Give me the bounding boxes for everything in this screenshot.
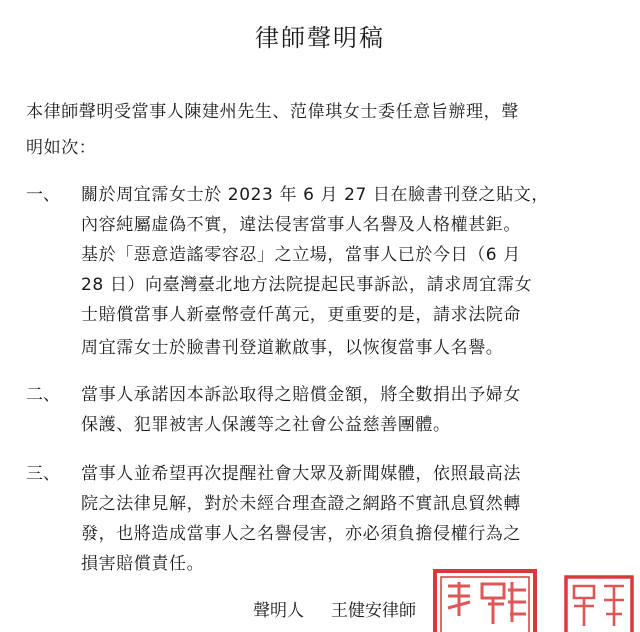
item-number: 二、: [26, 385, 60, 405]
square-seal-stamp: [432, 568, 538, 632]
item-line: 關於周宜霈女士於 2023 年 6 月 27 日在臉書刊登之貼文，: [81, 185, 549, 205]
document-title: 律師聲明稿: [255, 24, 385, 52]
item-line: 院之法律見解，對於未經合理查證之網路不實訊息貿然轉: [81, 494, 521, 514]
item-line: 28 日）向臺灣臺北地方法院提起民事訴訟，請求周宜霈女: [81, 275, 533, 295]
signer-label: 聲明人: [253, 601, 304, 621]
small-seal-stamp: [562, 574, 640, 632]
item-line: 當事人承諾因本訴訟取得之賠償金額，將全數捐出予婦女: [81, 385, 521, 405]
signer-name: 王健安律師: [331, 601, 416, 621]
item-number: 一、: [26, 185, 60, 205]
intro-line: 明如次：: [26, 138, 97, 158]
item-line: 士賠償當事人新臺幣壹仟萬元，更重要的是，請求法院命: [81, 305, 521, 325]
intro-line: 本律師聲明受當事人陳建州先生、范偉琪女士委任意旨辦理，聲: [26, 102, 519, 122]
item-line: 周宜霈女士於臉書刊登道歉啟事，以恢復當事人名譽。: [81, 338, 504, 358]
item-line: 內容純屬虛偽不實，違法侵害當事人名譽及人格權甚鉅。: [81, 215, 521, 235]
item-line: 基於「惡意造謠零容忍」之立場，當事人已於今日（6 月: [81, 245, 521, 265]
item-line: 當事人並希望再次提醒社會大眾及新聞媒體，依照最高法: [81, 464, 521, 484]
item-line: 損害賠償責任。: [81, 554, 205, 574]
item-line: 保護、犯罪被害人保護等之社會公益慈善團體。: [81, 415, 451, 435]
item-line: 發，也將造成當事人之名譽侵害，亦必須負擔侵權行為之: [81, 524, 521, 544]
item-number: 三、: [26, 464, 60, 484]
